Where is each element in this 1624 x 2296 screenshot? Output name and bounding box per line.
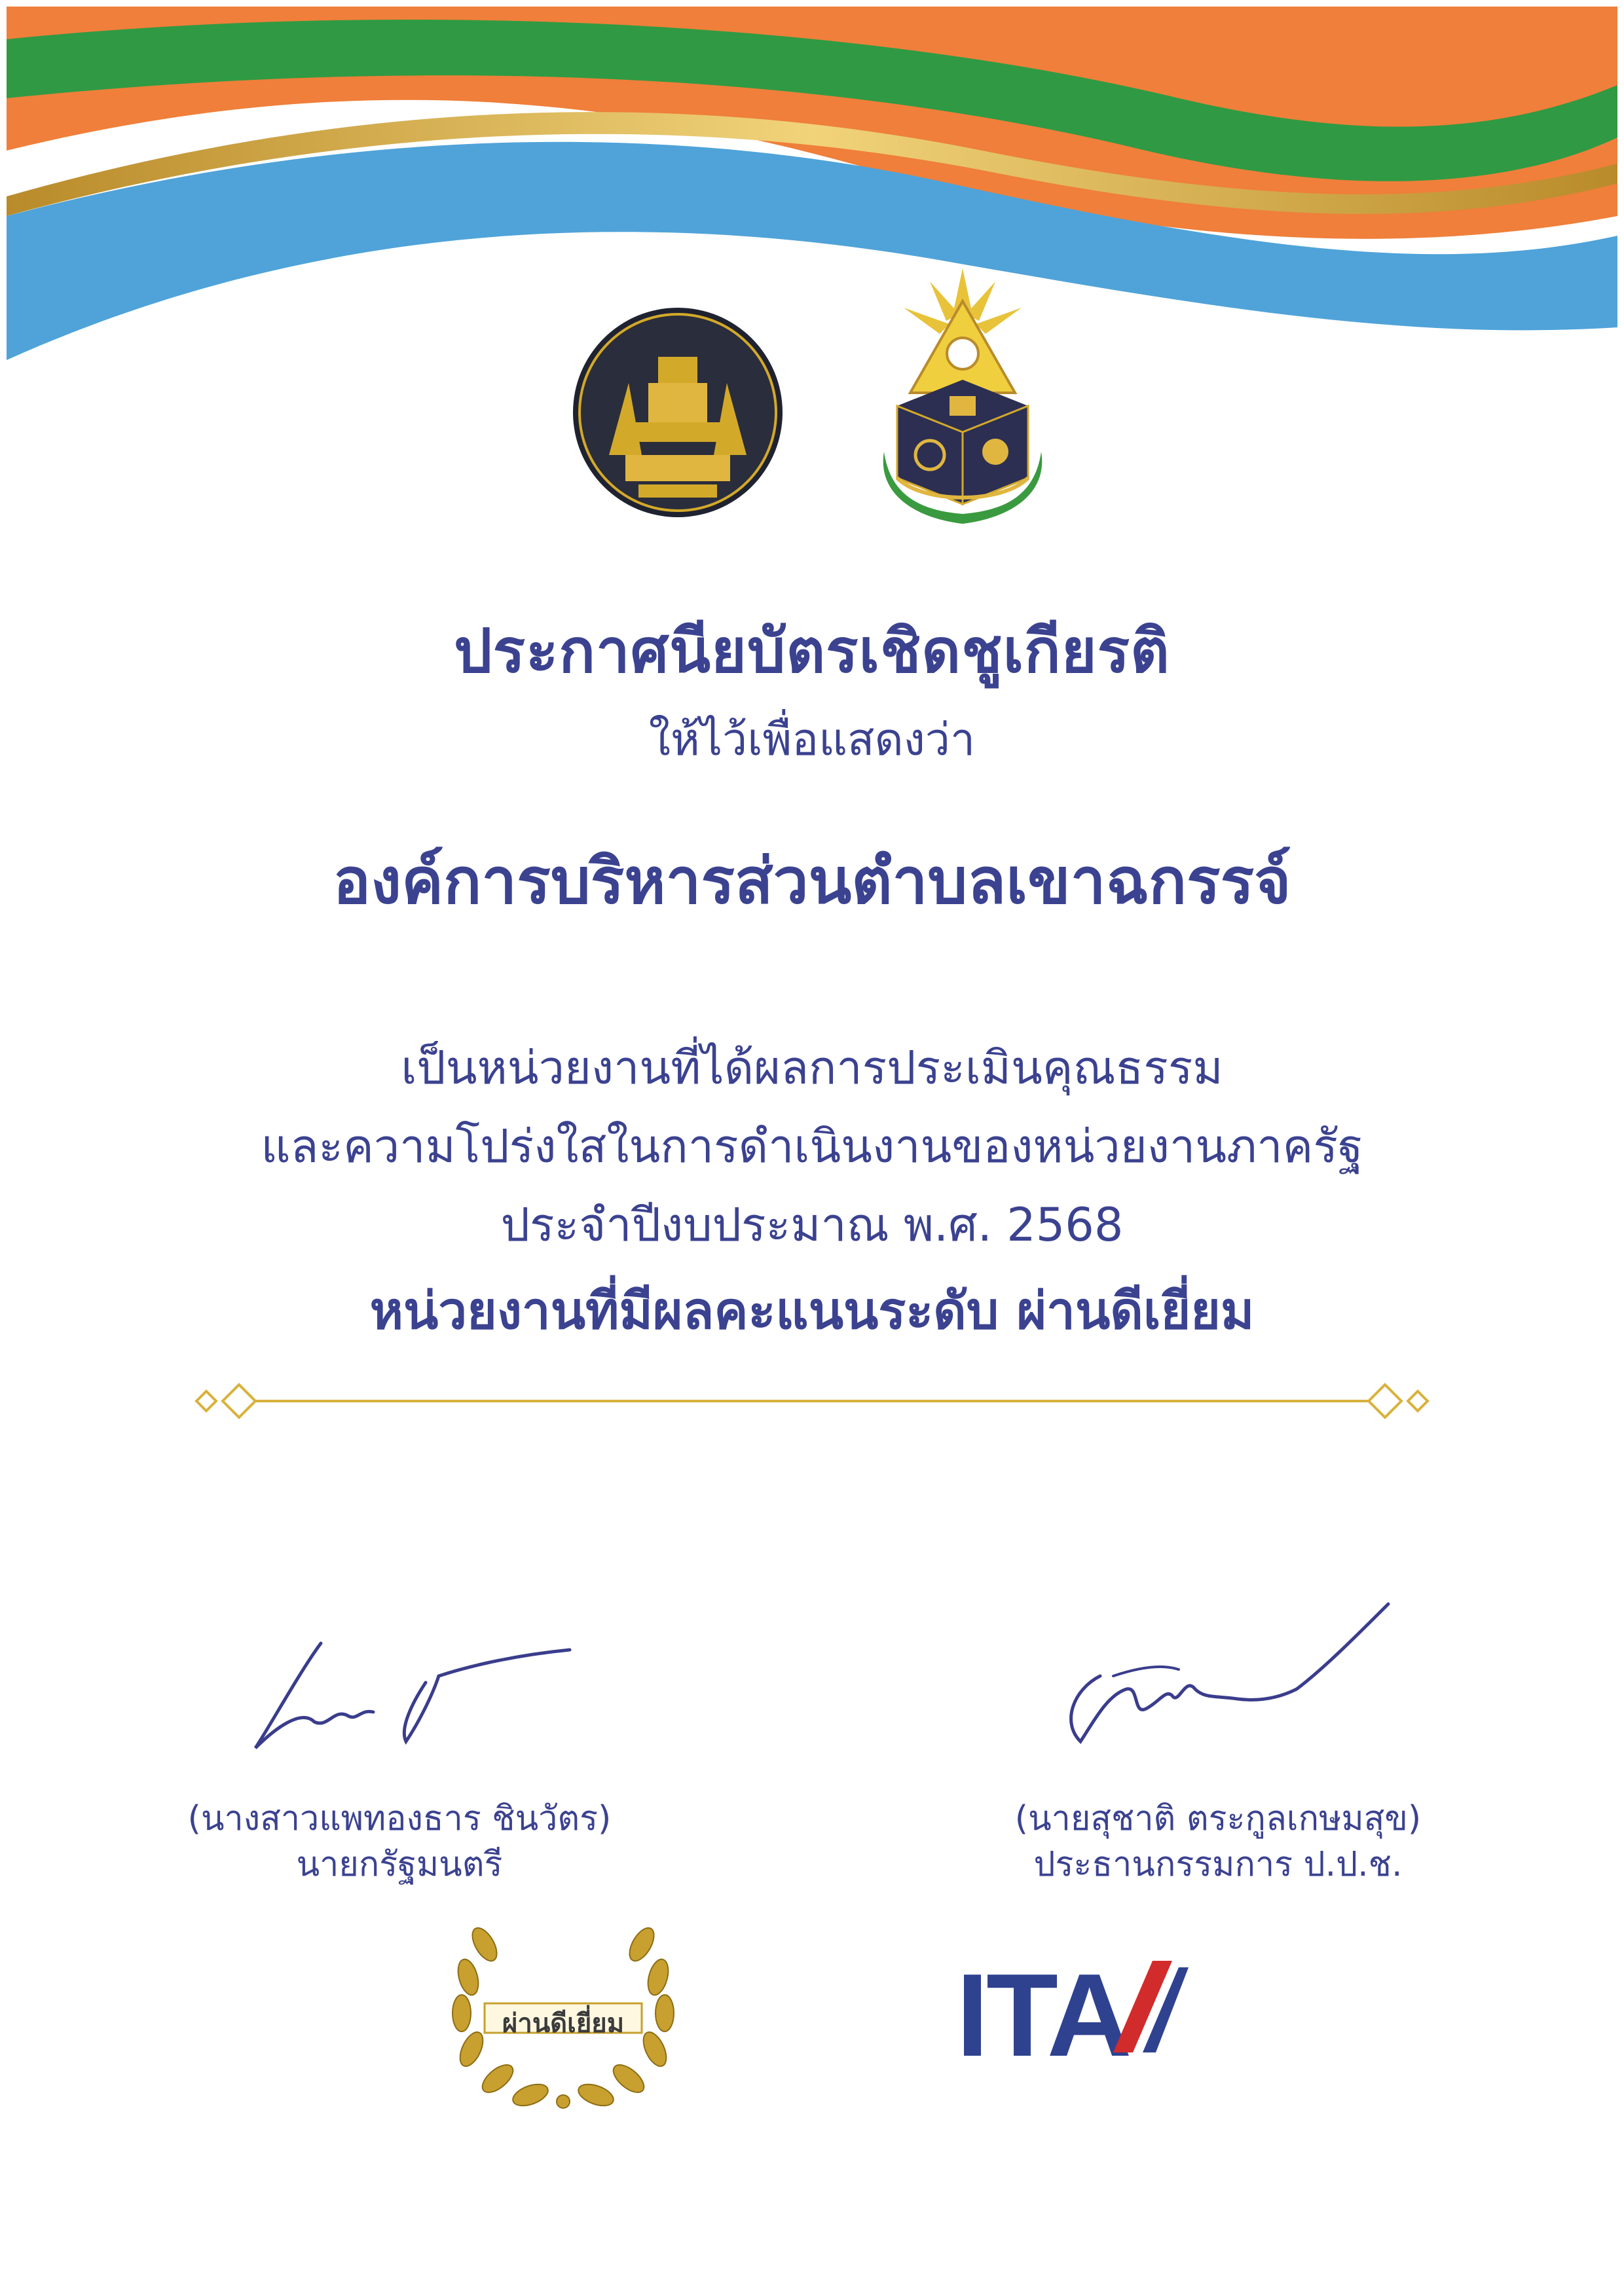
- signatory-1-name: (นางสาวแพทองธาร ชินวัตร): [187, 1799, 612, 1838]
- signatory-2-name: (นายสุชาติ ตระกูลเกษมสุข): [1014, 1799, 1422, 1838]
- recipient-name: องค์การบริหารส่วนตำบลเขาฉกรรจ์: [333, 845, 1291, 918]
- certificate-title: ประกาศนียบัตรเชิดชูเกียรติ: [454, 616, 1170, 686]
- signature-left: [242, 1630, 583, 1761]
- signatory-1-position: นายกรัฐมนตรี: [296, 1845, 503, 1884]
- body-line-2: และความโปร่งใสในการดำเนินงานของหน่วยงานภาครัฐ: [261, 1120, 1363, 1173]
- ita-logo-stripes-icon: [1061, 1954, 1192, 2066]
- nacc-emblem-icon: [871, 262, 1054, 537]
- assessment-level: หน่วยงานที่มีผลคะแนนระดับ ผ่านดีเยี่ยม: [369, 1282, 1255, 1341]
- body-line-1: เป็นหน่วยงานที่ได้ผลการประเมินคุณธรรม: [401, 1041, 1223, 1095]
- badge-label: ผ่านดีเยี่ยม: [502, 2009, 625, 2039]
- ita-logo-text: ITA: [956, 1950, 1130, 2081]
- government-seal-icon: [570, 304, 786, 520]
- certificate-subtitle: ให้ไว้เพื่อแสดงว่า: [648, 714, 976, 766]
- body-line-3: ประจำปีงบประมาณ พ.ศ. 2568: [500, 1198, 1124, 1252]
- wave-banner: [0, 0, 1624, 393]
- signatory-2-position: ประธานกรรมการ ป.ป.ช.: [1033, 1845, 1403, 1884]
- laurel-badge: [432, 1892, 694, 2115]
- signature-right: [1048, 1591, 1401, 1787]
- ita-logo: [956, 1950, 1192, 2081]
- gold-divider: [177, 1375, 1447, 1427]
